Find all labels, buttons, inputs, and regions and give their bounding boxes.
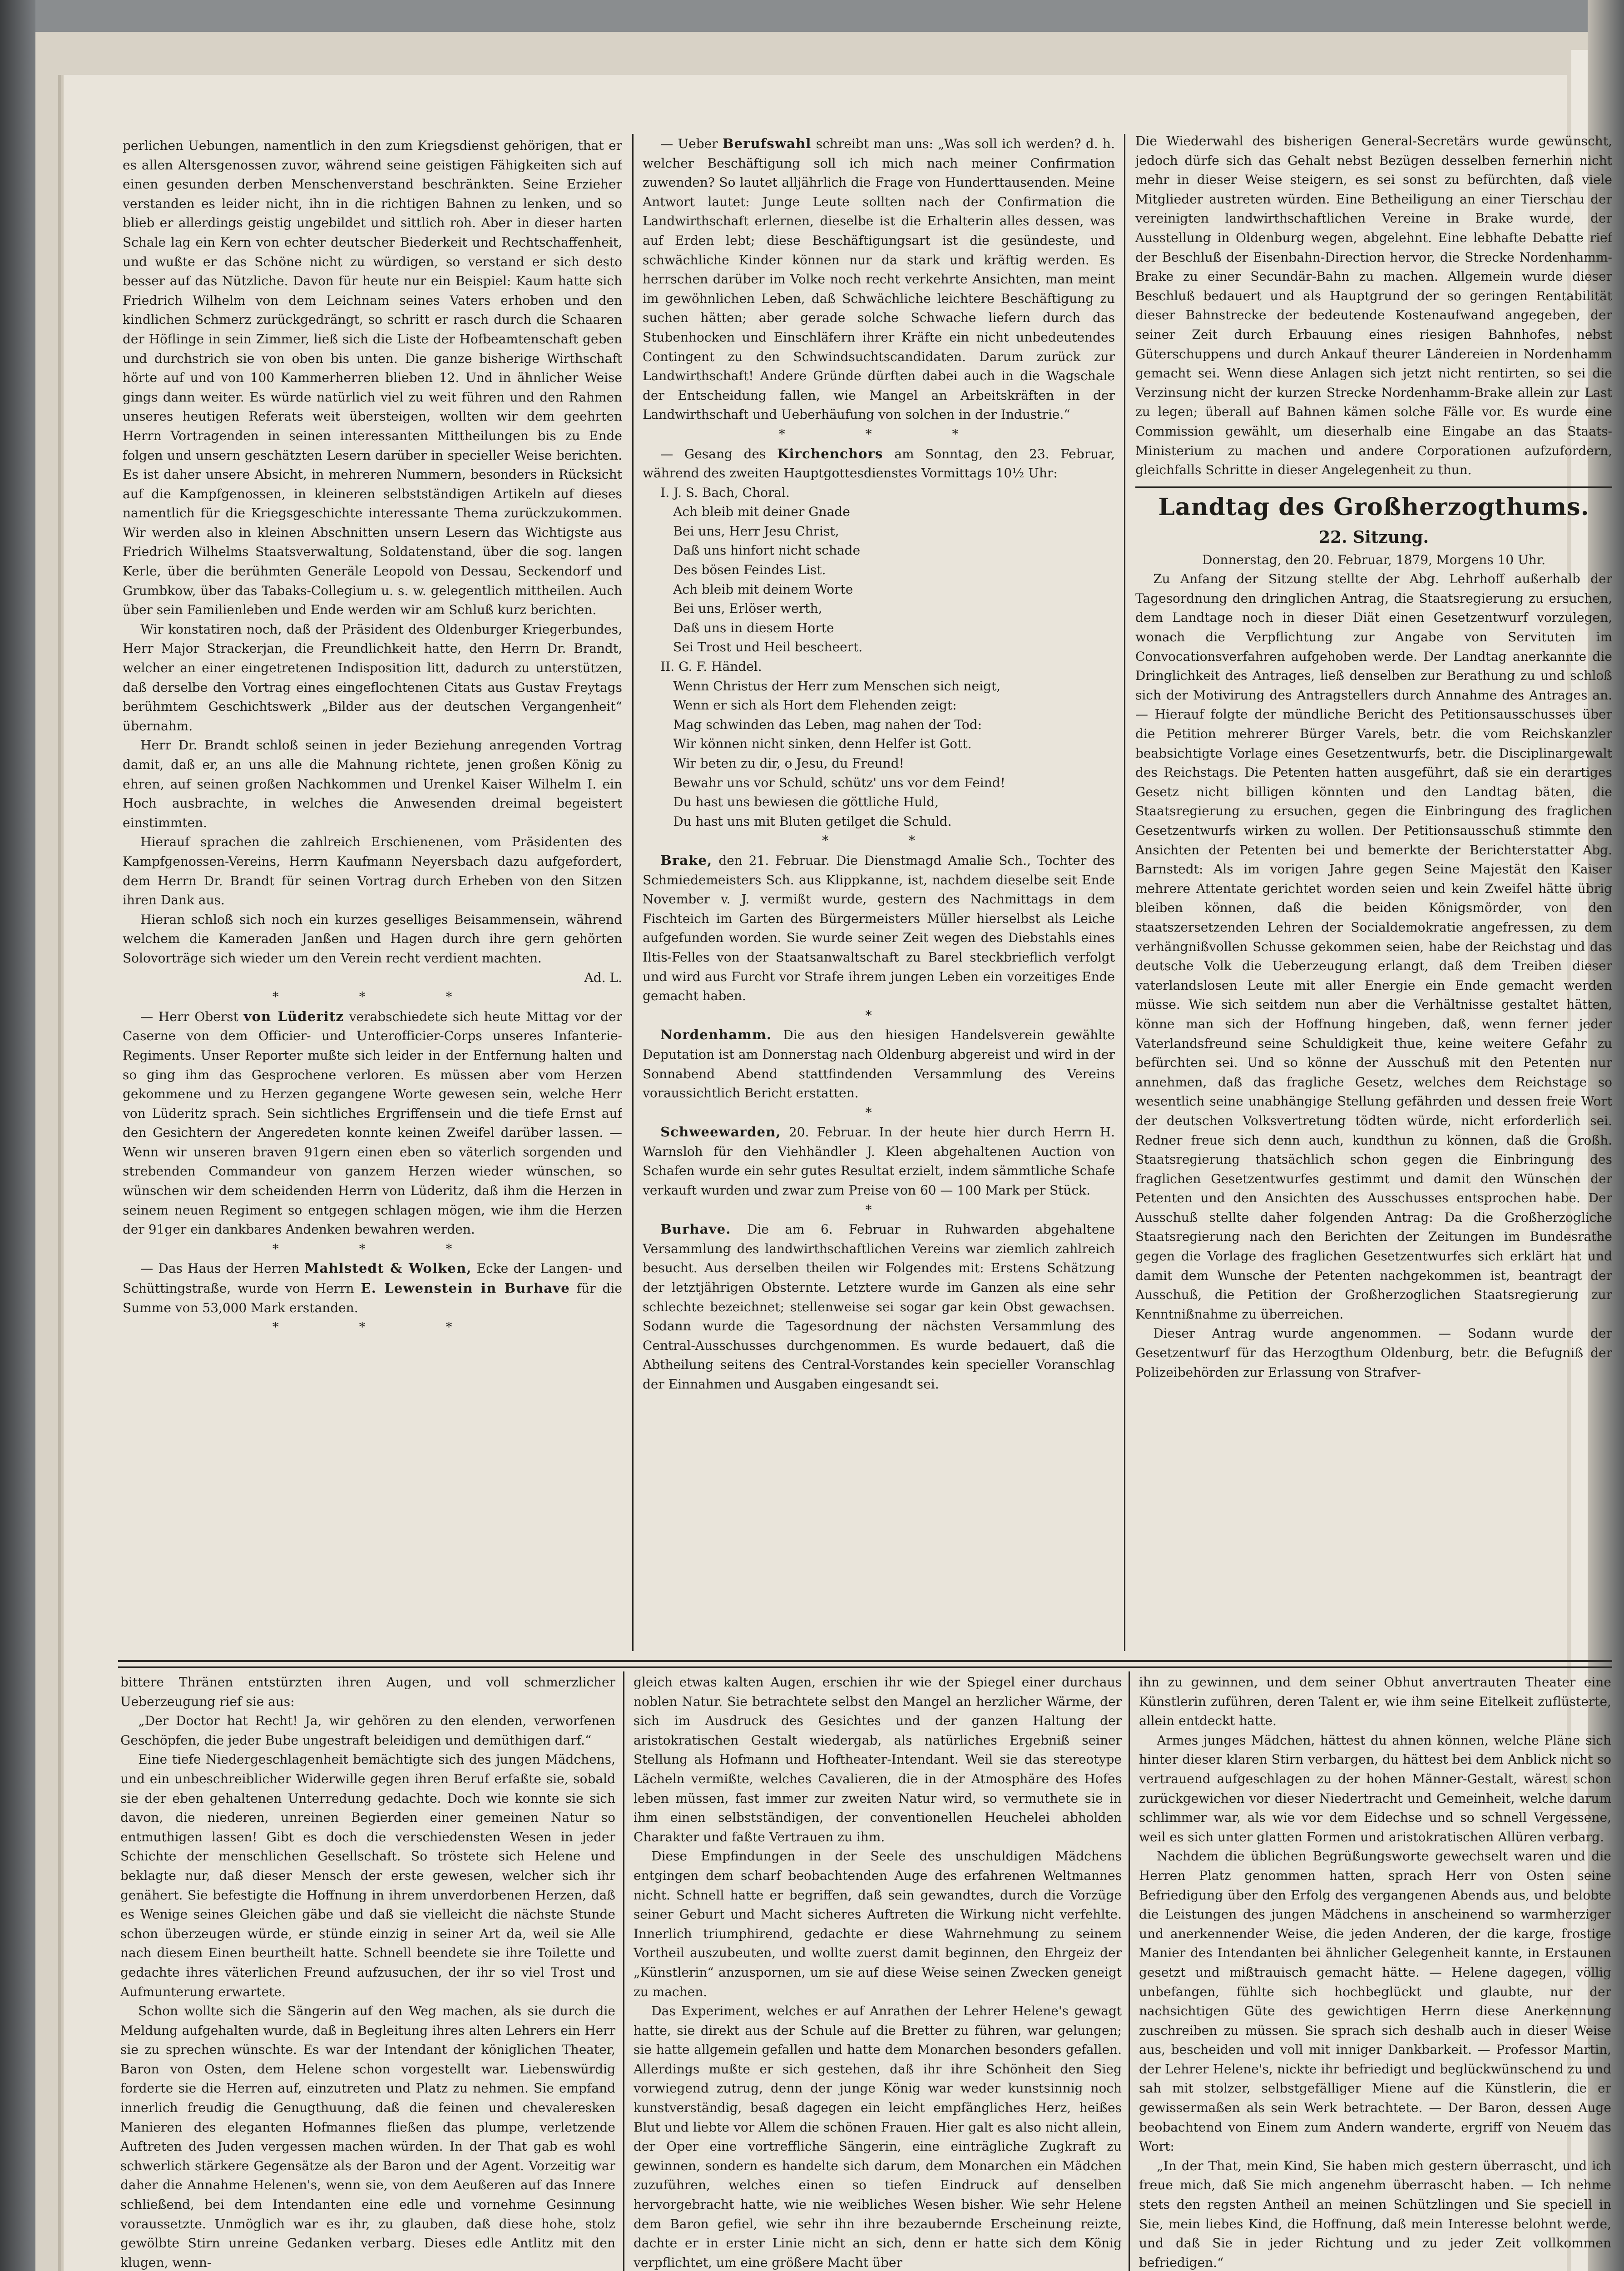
feuilleton-paragraph: Eine tiefe Niedergeschlagenheit bemächtigte sich des jungen Mädchens, und ein unbeschreiblicher Widerwille gegen ihren Beruf erfaßte sie, sobald sie der eben gehaltenen Unterredung gedachte. Doch wie konnte sie sich davon, die niederen, unreinen Begierden einer gemeinen Natur so entmuthigen lassen! Gibt es doch die verschiedensten Wesen in jeder Schichte der menschlichen Gesellschaft. So tröstete sich Helene und beklagte nur, daß dieser Mensch der erste gewesen, welcher sich ihr genähert. Sie befestigte die Hoffnung in ihrem unverdorbenen Herzen, daß es Wenige seines Gleichen gäbe und daß sie vielleicht die nächste Stunde schon überzeugen würde, er stünde einzig in seiner Art da, weil sie Alle nach diesem Einen beurtheilt hatte. Schnell beendete sie ihre Toilette und gedachte ihres väterlichen Freund aufzusuchen, der ihr so viel Trost und Aufmunterung erwartete. [120,1752,615,1999]
separator-stars: * * * [272,1319,490,1335]
separator-stars: * * [822,833,954,848]
feuilleton-column-2 [634,1673,1122,2271]
session-title: 22. Sitzung. [1319,527,1429,547]
column-3 [1135,132,1612,1653]
column-rule [632,134,634,1651]
verse-line: Daß uns in diesem Horte [673,620,834,635]
verse-line: Bei uns, Erlöser werth, [673,601,822,616]
feuilleton-paragraph: Schon wollte sich die Sängerin auf den Weg machen, als sie durch die Meldung aufgehalten wurde, daß in Begleitung ihres alten Lehrers ein Herr sie zu sprechen wünschte. Es war der Intendant der königlichen Theater, Baron von Osten, dem Helene schon vorgestellt war. Liebenswürdig forderte sie die Herren auf, einzutreten und Platz zu nehmen. Sie empfand innerlich freudig die Genugthuung, daß die feinen und chevaleresken Manieren des eleganten Hofmannes fließen das plumpe, verletzende Auftreten des Juden vergessen machen würden. In der That gab es wohl schwerlich stärkere Gegensätze als der Baron und der Agent. Vorzeitig war daher die Annahme Helenen's, wenn sie, von dem Aeußeren auf das Innere schließend, bei dem Intendanten eine edle und vornehme Gesinnung voraussetzte. Unmöglich war es ihr, zu glauben, daß diese hohe, stolz gewölbte Stirn unreine Gedanken verbarg. Dieses edle Antlitz mit den klugen, wenn- [120,2003,615,2270]
news-item-haus: — Das Haus der Herren Mahlstedt & Wolken, Ecke der Langen- und Schüttingstraße, wurde von Herrn E. Lewenstein in Burhave für die Summe von 53,000 Mark erstanden. [123,1260,622,1315]
verse-line: Bewahr uns vor Schuld, schütz' uns vor dem Feind! [673,775,1005,790]
verse-line: Wenn Christus der Herr zum Menschen sich neigt, [673,678,1001,694]
feuilleton-rule-top [118,1660,1612,1662]
feuilleton-rule-bottom [118,1666,1612,1668]
column-rule [1124,134,1125,1651]
section-heading: Landtag des Großherzogthums. [1158,493,1589,521]
verse-line: Ach bleib mit deinem Worte [673,581,853,597]
feuilleton-paragraph: gleich etwas kalten Augen, erschien ihr wie der Spiegel einer durchaus noblen Natur. Sie betrachtete selbst den Mangel an herzlicher Wärme, der sich im Ausdruck des Gesichtes und der ganzen Haltung der aristokratischen Gestalt wiedergab, als natürliches Ergebniß seiner Stellung als Hofmann und Hoftheater-Intendant. Weil sie das stereotype Lächeln vermißte, welches Cavalieren, die in der Atmosphäre des Hofes leben müssen, fast immer zur zweiten Natur wird, so vermuthete sie in ihm einen selbstständigen, der conventionellen Heuchelei abholden Charakter und faßte Vertrauen zu ihm. [634,1675,1122,1845]
column-rule [1129,1671,1130,2271]
article-paragraph: Wir konstatiren noch, daß der Präsident des Oldenburger Kriegerbundes, Herr Major Strackerjan, die Freundlichkeit hatte, den Herrn Dr. Brandt, welcher an einer eingetretenen Indisposition litt, dadurch zu unterstützen, daß derselbe den Vortrag eines eingeflochtenen Citats aus Gustav Freytags berühmtem Geschichtswerk „Bilder aus der deutschen Vergangenheit“ übernahm. [123,621,622,734]
feuilleton-paragraph: ihn zu gewinnen, und dem seiner Obhut anvertrauten Theater eine Künstlerin zuführen, deren Talent er, wie ihm seine Eitelkeit zuflüsterte, allein entdeckt hatte. [1139,1675,1611,1729]
article-paragraph: Die Wiederwahl des bisherigen General-Secretärs wurde gewünscht, jedoch dürfe sich das Gehalt nebst Bezügen desselben fernerhin nicht mehr in dieser Weise steigern, es sei sonst zu befürchten, daß viele Mitglieder austreten würden. Eine Betheiligung an einer Tierschau der vereinigten landwirthschaftlichen Vereine in Brake wurde, der Ausstellung in Oldenburg wegen, abgelehnt. Eine lebhafte Debatte rief der Beschluß der Eisenbahn-Direction hervor, die Strecke Nordenhamm-Brake zu einer Secundär-Bahn zu machen. Allgemein wurde dieser Beschluß bedauert und als Hauptgrund der so geringen Rentabilität dieser Bahnstrecke der bedeutende Kostenaufwand angegeben, der seiner Zeit durch Erbauung eines riesigen Bahnhofes, nebst Güterschuppens und durch Ankauf theurer Ländereien in Nordenhamm gemacht sei. Wenn diese Anlagen sich jetzt nicht rentirten, so sei die Verzinsung nicht der kurzen Strecke Nordenhamm-Brake allein zur Last zu legen; überall auf Bahnen kämen solche Fälle vor. Es wurde eine Commission gewählt, um dieserhalb eine Eingabe an das Staats-Ministerium zu machen und andere Corporationen aufzufordern, gleichfalls Schritte in dieser Angelegenheit zu thun. [1135,134,1612,478]
article-paragraph: Hieran schloß sich noch ein kurzes geselliges Beisammensein, während welchem die Kameraden Janßen und Hagen durch ihre gern gehörten Solovorträge sich wieder um den Verein recht verdient machten. [123,912,622,966]
article-signature: Ad. L. [584,970,622,985]
news-item-berufswahl: — Ueber Berufswahl schreibt man uns: „Was soll ich werden? d. h. welcher Beschäftigung soll ich mich nach meiner Confirmation zuwenden? So lautet alljährlich die Frage von Hunderttausenden. Meine Antwort lautet: Junge Leute sollten nach der Confirmation die Landwirthschaft erlernen, dieselbe ist die Erhalterin alles dessen, was auf Erden lebt; diese Beschäftigungsart ist die gesündeste, und schwächliche Kinder können nur da stark und kräftig werden. Es herrschen darüber im Volke noch recht verkehrte Ansichten, man meint im gewöhnlichen Leben, daß Schwächliche leichtere Beschäftigung zu suchen hätten; aber gerade solche Schwache liefern durch das Stubenhocken und Einschläfern ihrer Kräfte ein nicht unbedeutendes Contingent zu den Schwindsuchtscandidaten. Darum zurück zur Landwirthschaft! Andere Gründe dürften dabei auch in die Wagschale der Entscheidung fallen, wie Mangel an Arbeitskräften in der Landwirthschaft und Ueberhäufung von solchen in der Industrie.“ [643,136,1115,422]
column-1 [123,136,622,1658]
news-item-nordenhamm: Nordenhamm. Die aus den hiesigen Handelsverein gewählte Deputation ist am Donnerstag nach Oldenburg abgereist und wird in der Sonnabend Abend stattfindenden Versammlung des Vereins voraussichtlich Bericht erstatten. [643,1027,1115,1101]
section-rule [1135,486,1612,488]
feuilleton-paragraph: „In der That, mein Kind, Sie haben mich gestern überrascht, und ich freue mich, daß Sie mich angenehm überrascht haben. — Ich nehme stets den regsten Antheil an meinen Schützlingen und Sie speciell in Sie, mein liebes Kind, die Hoffnung, daß mein Interesse belohnt werde, und daß Sie in jeder Richtung und zu jeder Zeit vollkommen befriedigen.“ [1139,2158,1611,2270]
news-item-brake: Brake, den 21. Februar. Die Dienstmagd Amalie Sch., Tochter des Schmiedemeisters Sch. aus Klippkanne, ist, nachdem dieselbe seit Ende November v. J. vermißt wurde, gestern des Nachmittags in dem Fischteich im Garten des Bürgermeisters Müller hierselbst als Leiche aufgefunden worden. Sie wurde seiner Zeit wegen des Diebstahls eines Iltis-Felles von der Staatsanwaltschaft zu Barel steckbrieflich verfolgt und wird aus Furcht vor Strafe ihrem jungen Leben ein vorzeitiges Ende gemacht haben. [643,852,1115,1004]
news-item-lueder: — Herr Oberst von Lüderitz verabschiedete sich heute Mittag vor der Caserne von dem Officier- und Unterofficier-Corps unseres Infanterie-Regiments. Unser Reporter mußte sich leider in der Entfernung halten und so ging ihm das Gesprochene verloren. Es müssen aber vom Herzen gekommene und zu Herzen gegangene Worte gewesen sein, welche Herr von Lüderitz sprach. Sein sichtliches Ergriffensein und die tiefe Ernst auf den Gesichtern der Angeredeten konnte keinen Zweifel darüber lassen. — Wenn wir unseren braven 91gern einen eben so väterlich sorgenden und strebenden Commandeur von ganzem Herzen wieder wünschen, so wünschen wir dem scheidenden Herrn von Lüderitz, daß ihm die Herzen in seinem neuen Regiment so entgegen schlagen mögen, wie ihm die Herzen der 91ger ein dankbares Andenken bewahren werden. [123,1008,622,1237]
separator-stars: * * * [778,426,997,441]
verse-line: Wenn er sich als Hort dem Flehenden zeigt: [673,698,957,713]
feuilleton-paragraph: Das Experiment, welches er auf Anrathen der Lehrer Helene's gewagt hatte, sie direkt aus der Schule auf die Bretter zu führen, war gelungen; sie hatte allgemein gefallen und hatte dem Monarchen besonders gefallen. Allerdings mußte er sich gestehen, daß ihr ihre Schönheit den Sieg vorwiegend zutrug, denn der junge König war weder kunstsinnig noch kunstverständig, besaß dagegen ein leicht empfängliches Herz, heißes Blut und liebte vor Allem die schönen Frauen. Hier galt es also nicht allein, der Oper eine vortreffliche Sängerin, eine einträgliche Zugkraft zu gewinnen, sondern es handelte sich darum, dem Monarchen ein Mädchen zuzuführen, welches einen so tiefen Eindruck auf denselben hervorgebracht hatte, wie nie weibliches Wesen bisher. Wie sehr Helene dem Baron gefiel, wie sehr ihn ihre bezaubernde Erscheinung reizte, dachte er in erster Linie nicht an sich, denn er hatte sich dem König verpflichtet, um eine größere Macht über [634,2003,1122,2270]
verse-line: Mag schwinden das Leben, mag nahen der Tod: [673,717,982,732]
feuilleton-paragraph: Nachdem die üblichen Begrüßungsworte gewechselt waren und die Herren Platz genommen hatten, sprach Herr von Osten seine Befriedigung über den Erfolg des vergangenen Abends aus, und belobte die Leistungen des jungen Mädchens in anscheinend so warmherziger und anerkennender Weise, die jeden Anderen, der die karge, frostige Manier des Intendanten bei ähnlicher Gelegenheit kannte, in Erstaunen gesetzt und mißtrauisch gemacht hätte. — Helene dagegen, völlig unbefangen, fühlte sich hochbeglückt und glaubte, nur der nachsichtigen Güte des gewichtigen Herrn diese Anerkennung zuschreiben zu müssen. Sie sprach sich deshalb auch in dieser Weise aus, bescheiden und voll mit inniger Dankbarkeit. — Professor Martin, der Lehrer Helene's, nickte ihr befriedigt und beglückwünschend zu und sah mit stolzer, selbstgefälliger Miene auf die Künstlerin, die er gewissermaßen als sein Werk betrachtete. — Der Baron, dessen Auge beobachtend von Einem zum Andern wanderte, ergriff von Neuem das Wort: [1139,1849,1611,2154]
feuilleton-paragraph: Diese Empfindungen in der Seele des unschuldigen Mädchens entgingen dem scharf beobachtenden Auge des erfahrenen Weltmannes nicht. Schnell hatte er begriffen, daß sein gewandtes, durch die Vorzüge seiner Geburt und Macht sicheres Auftreten die Wirkung nicht verfehlte. Innerlich triumphirend, gedachte er diese Wahrnehmung zu seinem Vortheil auszubeuten, und wollte zuerst damit beginnen, den Ehrgeiz der „Künstlerin“ anzuspornen, um sie auf diese Weise seinen Zwecken geneigt zu machen. [634,1849,1122,1999]
article-paragraph: perlichen Uebungen, namentlich in den zum Kriegsdienst gehörigen, that er es allen Altersgenossen zuvor, während seine geistigen Fähigkeiten sich auf einen gesunden derben Menschenverstand beschränkten. Seine Erzieher verstanden es leider nicht, ihn in die richtigen Bahnen zu lenken, und so blieb er allerdings geistig ungebildet und sittlich roh. Aber in dieser harten Schale lag ein Kern von echter deutscher Biederkeit und Rechtschaffenheit, und wußte er das Schöne nicht zu würdigen, so verstand er sich desto besser auf das Nützliche. Davon für heute nur ein Beispiel: Kaum hatte sich Friedrich Wilhelm von dem Leichnam seines Vaters erhoben und den kindlichen Schmerz zurückgedrängt, so schritt er rasch durch die Schaaren der Höflinge in sein Zimmer, ließ sich die Liste der Hofbeamtenschaft geben und durchstrich sie von oben bis unten. Die ganze bisherige Wirthschaft hörte auf und von 100 Kammerherren blieben 12. Und in ähnlicher Weise gings dann weiter. Es würde natürlich viel zu weit führen und den Rahmen unseres heutigen Referats weit übersteigen, wollten wir dem geehrten Herrn Vortragenden in seinen interessanten Mittheilungen bis zu Ende folgen und unsern geschätzten Lesern darüber in specieller Weise berichten. Es ist daher unsere Absicht, in mehreren Nummern, besonders in Rücksicht auf die Kampfgenossen, in kleineren selbstständigen Artikeln auf dieses namentlich für die Kriegsgeschichte interessante Thema zurückzukommen. Wir werden also in kleinen Abschnitten unsern Lesern das Wichtigste aus Friedrich Wilhelms Staatsverwaltung, Soldatenstand, über die sog. langen Kerle, über die berühmten Generäle Leopold von Dessau, Seckendorf und Grumbkow, über das Tabaks-Collegium u. s. w. gelegentlich mittheilen. Auch über sein Familienleben und Ende werden wir am Schluß kurz berichten. [123,138,622,618]
article-paragraph: Hierauf sprachen die zahlreich Erschienenen, vom Präsidenten des Kampfgenossen-Vereins, Herrn Kaufmann Neyersbach dazu aufgefordert, dem Herrn Dr. Brandt für seinen Vortrag durch Erheben von den Sitzen ihren Dank aus. [123,834,622,908]
verse-line: Des bösen Feindes List. [673,562,826,578]
verse-line: Wir beten zu dir, o Jesu, du Freund! [673,756,904,771]
verse-line: Du hast uns bewiesen die göttliche Huld, [673,794,939,810]
verse-line: Du hast uns mit Bluten getilget die Schuld. [673,813,952,829]
handel-verses [643,677,1115,832]
verse-line: Wir können nicht sinken, denn Helfer ist Gott. [673,736,972,752]
verse-line: Ach bleib mit deiner Gnade [673,504,850,520]
verse-line: Sei Trost und Heil bescheert. [673,640,863,655]
article-paragraph: Zu Anfang der Sitzung stellte der Abg. Lehrhoff außerhalb der Tagesordnung den dringlichen Antrag, die Staatsregierung zu ersuchen, dem Landtage noch in dieser Diät einen Gesetzentwurf vorzulegen, wonach die Verpflichtung zur Angabe von Servituten im Convocationsverfahren aufgehoben werde. Der Landtag anerkannte die Dringlichkeit des Antrages, ließ denselben zur Berathung zu und schloß sich der Motivirung des Antragstellers durch Annahme des Antrages an. — Hierauf folgte der mündliche Bericht des Petitionsausschusses über die Petition mehrerer Bürger Varels, betr. die vom Reichskanzler beabsichtigte Vorlage eines Gesetzentwurfs, betr. die Disciplinargewalt des Reichstags. Die Petenten hatten ausgeführt, daß sie ein derartiges Gesetz nicht billigen könnten und den Landtag bäten, die Staatsregierung zu ersuchen, gegen die Einbringung des fraglichen Gesetzentwurfs wirken zu wollen. Der Petitionsausschuß stimmte den Ansichten der Petenten bei und bemerkte der Berichterstatter Abg. Barnstedt: Als im vorigen Jahre gegen Seine Majestät den Kaiser mehrere Attentate gerichtet worden seien und kein Zweifel hätte übrig bleiben können, daß die beiden Königsmörder, von den staatszersetzenden Lehren der Socialdemokratie angefressen, zu dem verhängnißvollen Schusse gekommen seien, habe der Reichstag und das deutsche Volk die Ueberzeugung erlangt, daß dem Treiben dieser vaterlandslosen Leute mit aller Energie ein Ende gemacht werden müsse. Wie sich seitdem nun aber die Verhältnisse gestaltet hätten, könne man sich der Hoffnung hingeben, daß, wenn ferner jeder Vaterlandsfreund seine Schuldigkeit thue, keine weitere Gefahr zu befürchten sei. Und so könne der Ausschuß mit den Petenten nur annehmen, daß das fragliche Gesetz, welches dem Reichstage so wesentlich seine unabhängige Stellung gefährden und dessen freie Wort der deutschen Volksvertretung tödten würde, nicht erforderlich sei. Redner freue sich denn auch, kundthun zu können, daß die Großh. Staatsregierung thatsächlich schon gegen die Einbringung des fraglichen Gesetzentwurfes gestimmt und damit den Wünschen der Petenten und den Ansichten des Ausschusses entsprochen habe. Der Ausschuß stellte daher folgenden Antrag: Da die Großherzogliche Staatsregierung nach den Berichten der Zeitungen im Bundesrathe gegen die Vorlage des fraglichen Gesetzentwurfes sich erklärt hat und damit dem Wunsche der Petenten nachgekommen ist, beantragt der Ausschuß, die Petition der Großherzoglichen Staatsregierung zur Kenntnißnahme zu überreichen. [1135,571,1612,1322]
feuilleton-column-3 [1139,1673,1611,2271]
verse-line: Bei uns, Herr Jesu Christ, [673,523,839,539]
separator-stars: * * * [272,1241,490,1256]
feuilleton-column-1 [120,1673,615,2271]
feuilleton-paragraph: bittere Thränen entstürzten ihren Augen, und voll schmerzlicher Ueberzeugung rief sie aus: [120,1675,615,1709]
feuilleton-paragraph: Armes junges Mädchen, hättest du ahnen können, welche Pläne sich hinter dieser klaren Stirn verbargen, du hättest bei dem Anblick nicht so vertrauend aufgeschlagen zu der hohen Männer-Gestalt, wärest schon zurückgewichen vor dieser Niedertracht und Gemeinheit, welche darum schlimmer war, als wie vor dem Eidechse und so schnell Vergessene, weil es sich unter glatten Formen und aristokratischen Allüren verbarg. [1139,1732,1611,1845]
chorale-title: I. J. S. Bach, Choral. [660,485,790,500]
chorale-verses [643,502,1115,657]
news-item-schweewarden: Schweewarden, 20. Februar. In der heute hier durch Herrn H. Warnsloh für den Viehhändler J. Kleen abgehaltenen Auction von Schafen wurde ein sehr gutes Resultat erzielt, indem sämmtliche Schafe verkauft wurden und zwar zum Preise von 60 — 100 Mark per Stück. [643,1124,1115,1198]
separator-stars: * [865,1202,910,1217]
session-date: Donnerstag, den 20. Februar, 1879, Morgens 10 Uhr. [1202,552,1545,567]
article-paragraph: Herr Dr. Brandt schloß seinen in jeder Beziehung anregenden Vortrag damit, daß er, an uns alle die Mahnung richtete, jenen großen König zu ehren, auf seinen großen Nachkommen und Urenkel Kaiser Wilhelm I. ein Hoch ausbrachte, in welches die Anwesenden dreimal begeistert einstimmten. [123,738,622,830]
article-paragraph: Dieser Antrag wurde angenommen. — Sodann wurde der Gesetzentwurf für das Herzogthum Oldenburg, betr. die Befugniß der Polizeibehörden zur Erlassung von Strafver- [1135,1326,1612,1380]
news-item-kirchenchor: — Gesang des Kirchenchors am Sonntag, den 23. Februar, während des zweiten Hauptgottesdienstes Vormittags 10½ Uhr: [643,446,1115,481]
separator-stars: * [865,1105,910,1120]
handel-title: II. G. F. Händel. [660,659,762,674]
feuilleton-paragraph: „Der Doctor hat Recht! Ja, wir gehören zu den elenden, verworfenen Geschöpfen, die jeder Bube ungestraft beleidigen und demüthigen darf.“ [120,1713,615,1748]
column-rule [623,1671,624,2271]
newspaper-page [64,75,1612,2271]
verse-line: Daß uns hinfort nicht schade [673,543,861,558]
column-2 [643,134,1115,1656]
binding-shadow [0,0,35,2271]
separator-stars: * [865,1007,910,1023]
news-item-burhave: Burhave. Die am 6. Februar in Ruhwarden abgehaltene Versammlung des landwirthschaftlichen Vereins war ziemlich zahlreich besucht. Aus derselben theilen wir Folgendes mit: Erstens Schätzung der letztjährigen Obsternte. Letztere wurde im Ganzen als eine sehr schlechte bezeichnet; stellenweise sei sogar gar kein Obst gewachsen. Sodann wurde die Tagesordnung der nächsten Versammlung des Central-Ausschusses durchgenommen. Es wurde bedauert, daß die Abtheilung seitens des Central-Vorstandes kein specieller Voranschlag der Einnahmen und Ausgaben eingesandt sei. [643,1221,1115,1392]
separator-stars: * * * [272,989,490,1005]
